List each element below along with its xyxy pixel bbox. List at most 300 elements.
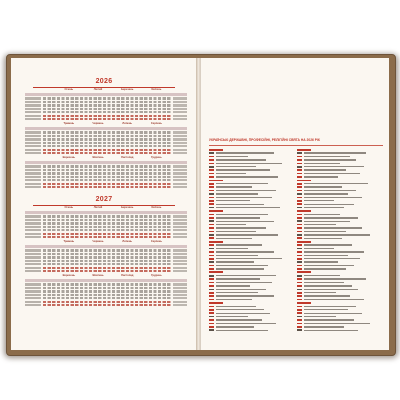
weekday-header-row (25, 127, 187, 130)
holiday-text (304, 234, 370, 235)
day-cells (43, 111, 171, 113)
weekday-label (25, 169, 41, 171)
month-header-row (25, 122, 187, 127)
day-cells (43, 104, 171, 106)
weekday-label-right (173, 283, 187, 285)
holiday-date (297, 292, 302, 294)
holiday-date (209, 217, 214, 219)
holiday-text (304, 231, 346, 232)
holiday-text (216, 169, 270, 170)
day-cells (43, 304, 171, 306)
holiday-text (209, 271, 223, 273)
month-name: Січень (64, 206, 74, 209)
holiday-date (209, 200, 214, 202)
holiday-text (216, 295, 274, 296)
weekday-label (25, 287, 41, 289)
weekday-label (25, 236, 41, 238)
weekday-label (25, 97, 41, 99)
holiday-text (304, 319, 354, 320)
holiday-date (209, 326, 214, 328)
holiday-date (297, 190, 302, 192)
holiday-date (297, 176, 302, 178)
weekday-label-right (173, 115, 187, 117)
day-cells (43, 101, 171, 103)
quarter-table (25, 240, 187, 273)
holiday-date (297, 224, 302, 226)
weekday-label-right (173, 249, 187, 251)
weekday-label (25, 304, 41, 306)
weekday-label-right (173, 138, 187, 140)
holiday-date (297, 186, 302, 188)
holiday-date (297, 159, 302, 161)
holiday-date (209, 268, 214, 270)
right-page-holidays (200, 58, 389, 350)
holiday-text (216, 248, 248, 249)
holiday-date (209, 316, 214, 318)
day-cells (43, 183, 171, 185)
holiday-text (216, 306, 256, 307)
month-name: Серпень (150, 240, 162, 243)
month-name: Грудень (151, 156, 162, 159)
day-cells (43, 236, 171, 238)
day-cells (43, 233, 171, 235)
weekday-label (25, 111, 41, 113)
month-name: Червень (92, 240, 104, 243)
holiday-text (304, 316, 336, 317)
weekday-label (25, 176, 41, 178)
holiday-text (304, 292, 336, 293)
holiday-date (209, 289, 214, 291)
weekday-label (25, 135, 41, 137)
weekday-label (25, 152, 41, 154)
holiday-date (297, 316, 302, 318)
day-cells (43, 287, 171, 289)
day-cells (43, 270, 171, 272)
weekday-label-right (173, 142, 187, 144)
day-cells (43, 260, 171, 262)
holiday-date (297, 306, 302, 308)
holiday-date (209, 190, 214, 192)
holiday-text (297, 302, 311, 304)
weekday-label-right (173, 260, 187, 262)
day-cells (43, 145, 171, 147)
holidays-title-rule (209, 145, 383, 146)
holiday-date (209, 193, 214, 195)
quarter-table (25, 88, 187, 121)
holiday-text (304, 227, 362, 228)
holiday-text (216, 234, 278, 235)
holiday-date (297, 217, 302, 219)
day-cells (43, 263, 171, 265)
holiday-text (216, 282, 272, 283)
holiday-text (304, 224, 336, 225)
weekday-label (25, 101, 41, 103)
holiday-text (304, 238, 342, 239)
holiday-date (297, 197, 302, 199)
month-header-row (25, 240, 187, 245)
holiday-text (304, 306, 356, 307)
holiday-text (216, 217, 260, 218)
holiday-text (216, 319, 262, 320)
holiday-date (209, 207, 214, 209)
holiday-text (304, 285, 352, 286)
holiday-text (216, 221, 274, 222)
holiday-date (297, 309, 302, 311)
holiday-text (304, 169, 346, 170)
weekday-label (25, 142, 41, 144)
holiday-text (216, 207, 280, 208)
month-header-row (25, 88, 187, 93)
holiday-text (216, 186, 252, 187)
month-name: Червень (92, 122, 104, 125)
holiday-text (216, 166, 256, 167)
weekday-header-row (25, 279, 187, 282)
weekday-label-right (173, 176, 187, 178)
holiday-text (304, 265, 354, 266)
holiday-date (297, 207, 302, 209)
holiday-text (297, 149, 311, 151)
quarter-table (25, 274, 187, 307)
weekday-label-right (173, 267, 187, 269)
holidays-title: УКРАЇНСЬКІ ДЕРЖАВНІ, ПРОФЕСІЙНІ, РЕЛІГІЙНІ СВЯТА НА 2026 РІК (209, 138, 320, 142)
day-cells (43, 138, 171, 140)
weekday-label-right (173, 131, 187, 133)
weekday-label (25, 172, 41, 174)
day-cells (43, 179, 171, 181)
holiday-text (216, 316, 248, 317)
holiday-date (209, 309, 214, 311)
holiday-text (216, 163, 282, 164)
calendar-year-title: 2027 (95, 196, 113, 203)
month-name: Липень (122, 240, 132, 243)
holiday-date (297, 295, 302, 297)
holiday-text (304, 221, 350, 222)
holiday-text (216, 214, 268, 215)
holiday-text (304, 326, 344, 327)
holiday-date (297, 183, 302, 185)
week-row (25, 236, 187, 239)
holiday-text (297, 241, 311, 243)
weekday-label-right (173, 229, 187, 231)
day-cells (43, 226, 171, 228)
holiday-text (216, 261, 254, 262)
weekday-label-right (173, 97, 187, 99)
holiday-date (209, 258, 214, 260)
weekday-label-right (173, 301, 187, 303)
holiday-text (216, 231, 256, 232)
weekday-label-right (173, 253, 187, 255)
holiday-date (209, 231, 214, 233)
month-name: Жовтень (92, 156, 104, 159)
holiday-date (209, 275, 214, 277)
holiday-text (304, 255, 348, 256)
holiday-text (304, 190, 356, 191)
weekday-label-right (173, 111, 187, 113)
weekday-label (25, 267, 41, 269)
holiday-text (304, 207, 344, 208)
holiday-date (209, 220, 214, 222)
holiday-text (304, 275, 340, 276)
holiday-text (209, 149, 223, 151)
weekday-label-right (173, 290, 187, 292)
holiday-text (216, 255, 258, 256)
holiday-text (304, 200, 334, 201)
month-name: Травень (63, 240, 75, 243)
holiday-text (304, 323, 370, 324)
weekday-label (25, 226, 41, 228)
holiday-date (209, 282, 214, 284)
holiday-text (216, 299, 252, 300)
holiday-date (209, 224, 214, 226)
weekday-label (25, 253, 41, 255)
month-name: Листопад (121, 156, 134, 159)
holiday-text (304, 282, 344, 283)
holiday-entry (209, 329, 287, 332)
holiday-text (304, 278, 366, 279)
month-name: Вересень (62, 274, 75, 277)
day-cells (43, 149, 171, 151)
holiday-text (216, 326, 254, 327)
day-cells (43, 222, 171, 224)
day-cells (43, 301, 171, 303)
weekday-label (25, 118, 41, 120)
holiday-date (297, 166, 302, 168)
holiday-date (297, 289, 302, 291)
holiday-date (297, 248, 302, 250)
weekday-label-right (173, 294, 187, 296)
holiday-date (209, 163, 214, 165)
weekday-header-row (25, 161, 187, 164)
holiday-text (216, 227, 266, 228)
weekday-label (25, 290, 41, 292)
holiday-date (297, 326, 302, 328)
weekday-label-right (173, 222, 187, 224)
holiday-date (297, 220, 302, 222)
weekday-header-row (25, 245, 187, 248)
holiday-date (209, 197, 214, 199)
holiday-date (209, 166, 214, 168)
weekday-label-right (173, 183, 187, 185)
weekday-label-right (173, 186, 187, 188)
holiday-text (304, 244, 352, 245)
weekday-label (25, 222, 41, 224)
holiday-date (297, 278, 302, 280)
holiday-date (209, 319, 214, 321)
day-cells (43, 283, 171, 285)
weekday-label-right (173, 287, 187, 289)
weekday-label (25, 215, 41, 217)
holiday-text (216, 238, 252, 239)
holiday-date (297, 268, 302, 270)
day-cells (43, 118, 171, 120)
holiday-date (209, 248, 214, 250)
holiday-date (209, 183, 214, 185)
holiday-text (304, 163, 340, 164)
holiday-date (297, 163, 302, 165)
month-name: Січень (64, 88, 74, 91)
holiday-date (297, 200, 302, 202)
holiday-text (216, 152, 274, 153)
weekday-label (25, 233, 41, 235)
holiday-date (297, 282, 302, 284)
weekday-label-right (173, 297, 187, 299)
day-cells (43, 229, 171, 231)
weekday-label (25, 229, 41, 231)
month-header-row (25, 156, 187, 161)
holiday-text (304, 289, 358, 290)
day-cells (43, 152, 171, 154)
weekday-label-right (173, 165, 187, 167)
month-name: Лютий (93, 206, 103, 209)
holiday-date (297, 285, 302, 287)
holiday-text (216, 275, 276, 276)
day-cells (43, 97, 171, 99)
holiday-date (297, 214, 302, 216)
holiday-text (216, 309, 264, 310)
holiday-text (304, 258, 360, 259)
holiday-date (209, 152, 214, 154)
holiday-text (209, 180, 223, 182)
weekday-label (25, 115, 41, 117)
weekday-label-right (173, 270, 187, 272)
day-cells (43, 172, 171, 174)
holiday-date (297, 255, 302, 257)
day-cells (43, 215, 171, 217)
holiday-text (304, 183, 368, 184)
weekday-label-right (173, 233, 187, 235)
holiday-text (216, 176, 278, 177)
weekday-label (25, 183, 41, 185)
day-cells (43, 294, 171, 296)
holiday-date (209, 176, 214, 178)
day-cells (43, 249, 171, 251)
weekday-label (25, 263, 41, 265)
holiday-date (209, 244, 214, 246)
holiday-text (216, 265, 268, 266)
holiday-text (216, 292, 258, 293)
week-row (25, 270, 187, 273)
weekday-label-right (173, 104, 187, 106)
holiday-text (297, 271, 311, 273)
holiday-text (209, 302, 223, 304)
holiday-date (297, 227, 302, 229)
holiday-date (209, 278, 214, 280)
holiday-date (297, 261, 302, 263)
holiday-text (304, 204, 354, 205)
holiday-date (209, 295, 214, 297)
day-cells (43, 253, 171, 255)
weekday-label-right (173, 215, 187, 217)
day-cells (43, 290, 171, 292)
holiday-text (216, 285, 250, 286)
holiday-text (304, 173, 360, 174)
holiday-date (209, 186, 214, 188)
weekday-label-right (173, 108, 187, 110)
holiday-text (304, 261, 338, 262)
weekday-label (25, 108, 41, 110)
holiday-date (297, 299, 302, 301)
holiday-text (304, 268, 346, 269)
holiday-text (216, 330, 268, 331)
holiday-date (209, 227, 214, 229)
weekday-label-right (173, 101, 187, 103)
month-name: Жовтень (92, 274, 104, 277)
weekday-label (25, 294, 41, 296)
week-row (25, 152, 187, 155)
day-cells (43, 297, 171, 299)
weekday-label-right (173, 135, 187, 137)
holiday-date (297, 203, 302, 205)
day-cells (43, 135, 171, 137)
holiday-text (304, 166, 364, 167)
week-row (25, 304, 187, 307)
holiday-date (297, 169, 302, 171)
holiday-date (209, 173, 214, 175)
day-cells (43, 219, 171, 221)
day-cells (43, 176, 171, 178)
weekday-label-right (173, 263, 187, 265)
holiday-text (216, 193, 258, 194)
day-cells (43, 115, 171, 117)
day-cells (43, 108, 171, 110)
holiday-text (216, 278, 260, 279)
weekday-label-right (173, 145, 187, 147)
weekday-label (25, 138, 41, 140)
weekday-label-right (173, 169, 187, 171)
holiday-date (297, 319, 302, 321)
holiday-text (304, 299, 364, 300)
month-name: Липень (122, 122, 132, 125)
holiday-text (216, 289, 266, 290)
holiday-column (297, 148, 383, 332)
holiday-text (216, 190, 276, 191)
holiday-text (216, 173, 246, 174)
holiday-date (209, 156, 214, 158)
holiday-text (216, 251, 274, 252)
holiday-date (209, 203, 214, 205)
holiday-text (304, 251, 364, 252)
day-cells (43, 131, 171, 133)
weekday-label (25, 219, 41, 221)
weekday-label-right (173, 236, 187, 238)
holiday-date (209, 251, 214, 253)
weekday-label (25, 297, 41, 299)
holiday-date (209, 312, 214, 314)
holiday-text (304, 186, 342, 187)
weekday-label (25, 260, 41, 262)
day-cells (43, 256, 171, 258)
weekday-header-row (25, 211, 187, 214)
holiday-text (304, 176, 338, 177)
weekday-label-right (173, 304, 187, 306)
holiday-text (304, 313, 362, 314)
weekday-label-right (173, 152, 187, 154)
weekday-label-right (173, 219, 187, 221)
weekday-label (25, 104, 41, 106)
weekday-label (25, 283, 41, 285)
holiday-date (297, 234, 302, 236)
holiday-date (209, 159, 214, 161)
holiday-date (297, 251, 302, 253)
month-name: Грудень (151, 274, 162, 277)
holiday-text (304, 156, 350, 157)
holiday-date (209, 306, 214, 308)
holiday-date (297, 237, 302, 239)
week-row (25, 118, 187, 121)
holiday-text (216, 258, 282, 259)
holiday-date (209, 261, 214, 263)
week-row (25, 186, 187, 189)
